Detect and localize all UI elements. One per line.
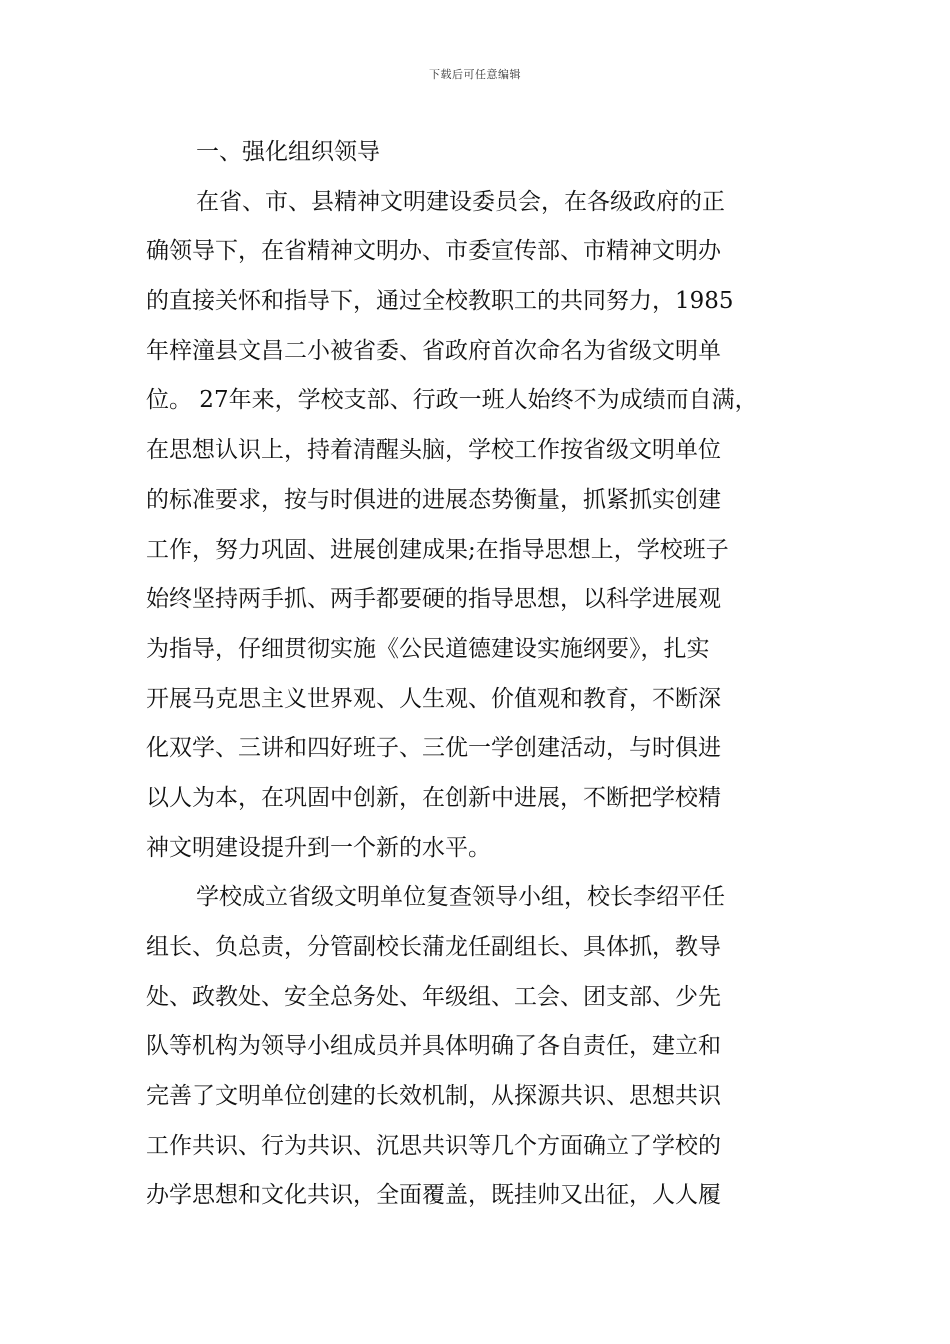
paragraph-line: 的标准要求，按与时俱进的进展态势衡量，抓紧抓实创建 [146,486,721,513]
paragraph-line: 开展马克思主义世界观、人生观、价值观和教育，不断深 [146,685,721,712]
paragraph-line: 始终坚持两手抓、两手都要硬的指导思想，以科学进展观 [146,586,721,613]
paragraph-line: 确领导下，在省精神文明办、市委宣传部、市精神文明办 [146,238,721,265]
paragraph-line: 的直接关怀和指导下，通过全校教职工的共同努力，1985 [146,288,734,315]
paragraph-line: 为指导，仔细贯彻实施《公民道德建设实施纲要》，扎实 [146,635,710,662]
paragraph-line: 在省、市、县精神文明建设委员会，在各级政府的正 [196,188,725,215]
paragraph-line: 在思想认识上，持着清醒头脑，学校工作按省级文明单位 [146,437,721,464]
paragraph-line: 工作，努力巩固、进展创建成果;在指导思想上，学校班子 [146,536,729,563]
paragraph-2 [146,873,806,1221]
paragraph-line: 工作共识、行为共识、沉思共识等几个方面确立了学校的 [146,1132,721,1159]
paragraph-line: 化双学、三讲和四好班子、三优一学创建活动，与时俱进 [146,735,721,762]
document-body [146,128,806,1221]
paragraph-line: 处、政教处、安全总务处、年级组、工会、团支部、少先 [146,983,721,1010]
paragraph-line: 完善了文明单位创建的长效机制，从探源共识、思想共识 [146,1083,721,1110]
paragraph-line: 位。 27年来，学校支部、行政一班人始终不为成绩而自满， [146,387,758,414]
paragraph-line: 以人为本，在巩固中创新，在创新中进展，不断把学校精 [146,784,721,811]
paragraph-line: 办学思想和文化共识，全面覆盖，既挂帅又出征，人人履 [146,1182,721,1209]
header-note: 下载后可任意编辑 [429,68,521,81]
paragraph-line: 年梓潼县文昌二小被省委、省政府首次命名为省级文明单 [146,337,721,364]
paragraph-1 [146,178,806,874]
paragraph-line: 组长、负总责，分管副校长蒲龙任副组长、具体抓，教导 [146,934,721,960]
paragraph-line: 队等机构为领导小组成员并具体明确了各自责任，建立和 [146,1033,721,1060]
paragraph-line: 神文明建设提升到一个新的水平。 [146,834,491,861]
paragraph-line: 学校成立省级文明单位复查领导小组，校长李绍平任 [196,884,725,911]
section-heading: 一、强化组织领导 [196,139,380,165]
